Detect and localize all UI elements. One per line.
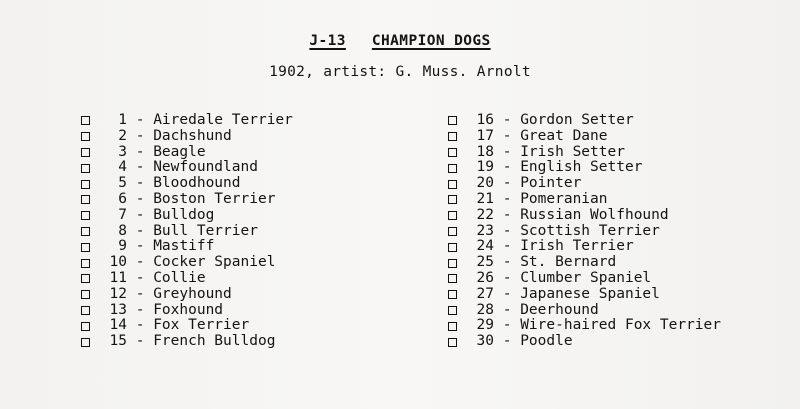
- checkbox-icon[interactable]: [448, 116, 457, 125]
- checklist-item: [81, 176, 293, 192]
- checklist-item: [448, 129, 721, 145]
- item-separator: -: [494, 301, 521, 318]
- item-separator: -: [127, 317, 154, 334]
- checklist-item: [448, 176, 721, 192]
- checklist-item: [81, 287, 293, 303]
- item-number: 10: [109, 254, 127, 271]
- item-name: Beagle: [153, 143, 206, 160]
- checkbox-icon[interactable]: [448, 148, 457, 157]
- checkbox-icon[interactable]: [448, 274, 457, 283]
- item-number: 29: [476, 317, 494, 334]
- checkbox-icon[interactable]: [81, 274, 90, 283]
- item-number: 9: [118, 238, 127, 255]
- checklist-item: [81, 318, 293, 334]
- checklist-item: [81, 239, 293, 255]
- item-number: 8: [118, 222, 127, 239]
- checkbox-icon[interactable]: [81, 164, 90, 173]
- item-separator: -: [494, 143, 521, 160]
- checkbox-icon[interactable]: [81, 180, 90, 189]
- checklist-item: [81, 145, 293, 161]
- checklist-item: [81, 160, 293, 176]
- item-name: Clumber Spaniel: [520, 269, 652, 286]
- checklist-item: [448, 145, 721, 161]
- item-number: 27: [476, 285, 494, 302]
- item-name: Deerhound: [520, 301, 599, 318]
- item-name: Gordon Setter: [520, 112, 634, 128]
- checklist-left-column: [81, 113, 293, 350]
- item-number: 15: [109, 333, 127, 350]
- item-number: 23: [476, 222, 494, 239]
- item-name: Fox Terrier: [153, 317, 250, 334]
- item-name: Great Dane: [520, 127, 608, 144]
- checkbox-icon[interactable]: [81, 195, 90, 204]
- checkbox-icon[interactable]: [448, 211, 457, 220]
- item-number: 4: [118, 159, 127, 176]
- item-number: 24: [476, 238, 494, 255]
- item-name: Pointer: [520, 175, 582, 192]
- item-separator: -: [127, 190, 154, 207]
- item-number: 14: [109, 317, 127, 334]
- item-number: 22: [476, 206, 494, 223]
- item-number: 16: [476, 112, 494, 128]
- checklist-item: [81, 113, 293, 129]
- title-text: CHAMPION DOGS: [371, 33, 491, 49]
- checkbox-icon[interactable]: [448, 164, 457, 173]
- checklist-item: [448, 192, 721, 208]
- item-number: 6: [118, 190, 127, 207]
- checklist-item: [81, 303, 293, 319]
- checklist-item: [81, 208, 293, 224]
- item-number: 7: [118, 206, 127, 223]
- item-number: 18: [476, 143, 494, 160]
- item-name: French Bulldog: [153, 333, 276, 350]
- checklist-item: [81, 192, 293, 208]
- item-separator: -: [127, 112, 154, 128]
- item-separator: -: [494, 317, 521, 334]
- checklist-item: [448, 160, 721, 176]
- checkbox-icon[interactable]: [448, 290, 457, 299]
- item-number: 30: [476, 333, 494, 350]
- item-separator: -: [127, 301, 154, 318]
- item-number: 28: [476, 301, 494, 318]
- checklist-right-column: [448, 113, 721, 350]
- item-separator: -: [127, 269, 154, 286]
- item-number: 3: [118, 143, 127, 160]
- item-separator: -: [127, 206, 154, 223]
- item-separator: -: [494, 190, 521, 207]
- item-number: 11: [109, 269, 127, 286]
- item-name: Bull Terrier: [153, 222, 258, 239]
- item-number: 26: [476, 269, 494, 286]
- item-separator: -: [127, 143, 154, 160]
- item-separator: -: [127, 222, 154, 239]
- item-name: Russian Wolfhound: [520, 206, 669, 223]
- item-number: 20: [476, 175, 494, 192]
- checklist-item: [81, 255, 293, 271]
- item-separator: -: [127, 285, 154, 302]
- item-name: English Setter: [520, 159, 643, 176]
- item-separator: -: [494, 175, 521, 192]
- title-underlined: [309, 33, 490, 49]
- checkbox-icon[interactable]: [81, 322, 90, 331]
- item-separator: -: [494, 238, 521, 255]
- checklist-item: [81, 129, 293, 145]
- item-name: Foxhound: [153, 301, 224, 318]
- item-name: Cocker Spaniel: [153, 254, 276, 271]
- item-name: Bulldog: [153, 206, 215, 223]
- checklist-item: [448, 224, 721, 240]
- item-separator: -: [127, 254, 154, 271]
- checkbox-icon[interactable]: [81, 338, 90, 347]
- checklist-item: [448, 287, 721, 303]
- checkbox-icon[interactable]: [81, 243, 90, 252]
- checklist-item: [448, 208, 721, 224]
- checkbox-icon[interactable]: [448, 132, 457, 141]
- item-name: Mastiff: [153, 238, 215, 255]
- checklist-item: [81, 224, 293, 240]
- checkbox-icon[interactable]: [448, 243, 457, 252]
- item-separator: -: [127, 333, 154, 350]
- item-separator: -: [494, 269, 521, 286]
- item-name: Dachshund: [153, 127, 232, 144]
- checkbox-icon[interactable]: [448, 306, 457, 315]
- item-name: St. Bernard: [520, 254, 617, 271]
- document-title: [0, 33, 800, 49]
- item-separator: -: [127, 175, 154, 192]
- checklist-item: [448, 271, 721, 287]
- item-separator: -: [494, 159, 521, 176]
- checkbox-icon[interactable]: [81, 211, 90, 220]
- item-number: 5: [118, 175, 127, 192]
- checklist-item: [448, 334, 721, 350]
- checkbox-icon[interactable]: [448, 259, 457, 268]
- checkbox-icon[interactable]: [81, 132, 90, 141]
- checkbox-icon[interactable]: [448, 338, 457, 347]
- item-separator: -: [494, 222, 521, 239]
- item-name: Newfoundland: [153, 159, 258, 176]
- item-separator: -: [494, 254, 521, 271]
- checkbox-icon[interactable]: [448, 227, 457, 236]
- item-separator: -: [494, 127, 521, 144]
- item-separator: -: [494, 333, 521, 350]
- title-code: J-13: [309, 33, 346, 49]
- checkbox-icon[interactable]: [81, 116, 90, 125]
- item-number: 17: [476, 127, 494, 144]
- item-separator: -: [127, 238, 154, 255]
- item-separator: -: [127, 127, 154, 144]
- document-subtitle: 1902, artist: G. Muss. Arnolt: [269, 64, 531, 80]
- item-number: 19: [476, 159, 494, 176]
- checkbox-icon[interactable]: [448, 195, 457, 204]
- checklist-item: [448, 303, 721, 319]
- checklist-item: [448, 318, 721, 334]
- item-name: Japanese Spaniel: [520, 285, 660, 302]
- item-name: Irish Setter: [520, 143, 625, 160]
- item-number: 13: [109, 301, 127, 318]
- item-separator: -: [127, 159, 154, 176]
- checkbox-icon[interactable]: [81, 148, 90, 157]
- item-name: Collie: [153, 269, 206, 286]
- item-number: 21: [476, 190, 494, 207]
- checkbox-icon[interactable]: [448, 180, 457, 189]
- item-name: Boston Terrier: [153, 190, 276, 207]
- checklist-item: [81, 271, 293, 287]
- item-number: 25: [476, 254, 494, 271]
- checkbox-icon[interactable]: [448, 322, 457, 331]
- item-number: 1: [118, 112, 127, 128]
- item-separator: -: [494, 285, 521, 302]
- item-number: 2: [118, 127, 127, 144]
- checklist-item: [448, 255, 721, 271]
- item-name: Poodle: [520, 333, 573, 350]
- item-name: Irish Terrier: [520, 238, 634, 255]
- checklist-item: [448, 239, 721, 255]
- item-name: Scottish Terrier: [520, 222, 660, 239]
- item-name: Wire-haired Fox Terrier: [520, 317, 721, 334]
- item-name: Airedale Terrier: [153, 112, 293, 128]
- item-name: Bloodhound: [153, 175, 241, 192]
- checkbox-icon[interactable]: [81, 259, 90, 268]
- item-separator: -: [494, 206, 521, 223]
- checklist-item: [81, 334, 293, 350]
- item-name: Greyhound: [153, 285, 232, 302]
- checklist-item: [448, 113, 721, 129]
- item-number: 12: [109, 285, 127, 302]
- checkbox-icon[interactable]: [81, 290, 90, 299]
- checkbox-icon[interactable]: [81, 227, 90, 236]
- item-separator: -: [494, 112, 521, 128]
- item-name: Pomeranian: [520, 190, 608, 207]
- checkbox-icon[interactable]: [81, 306, 90, 315]
